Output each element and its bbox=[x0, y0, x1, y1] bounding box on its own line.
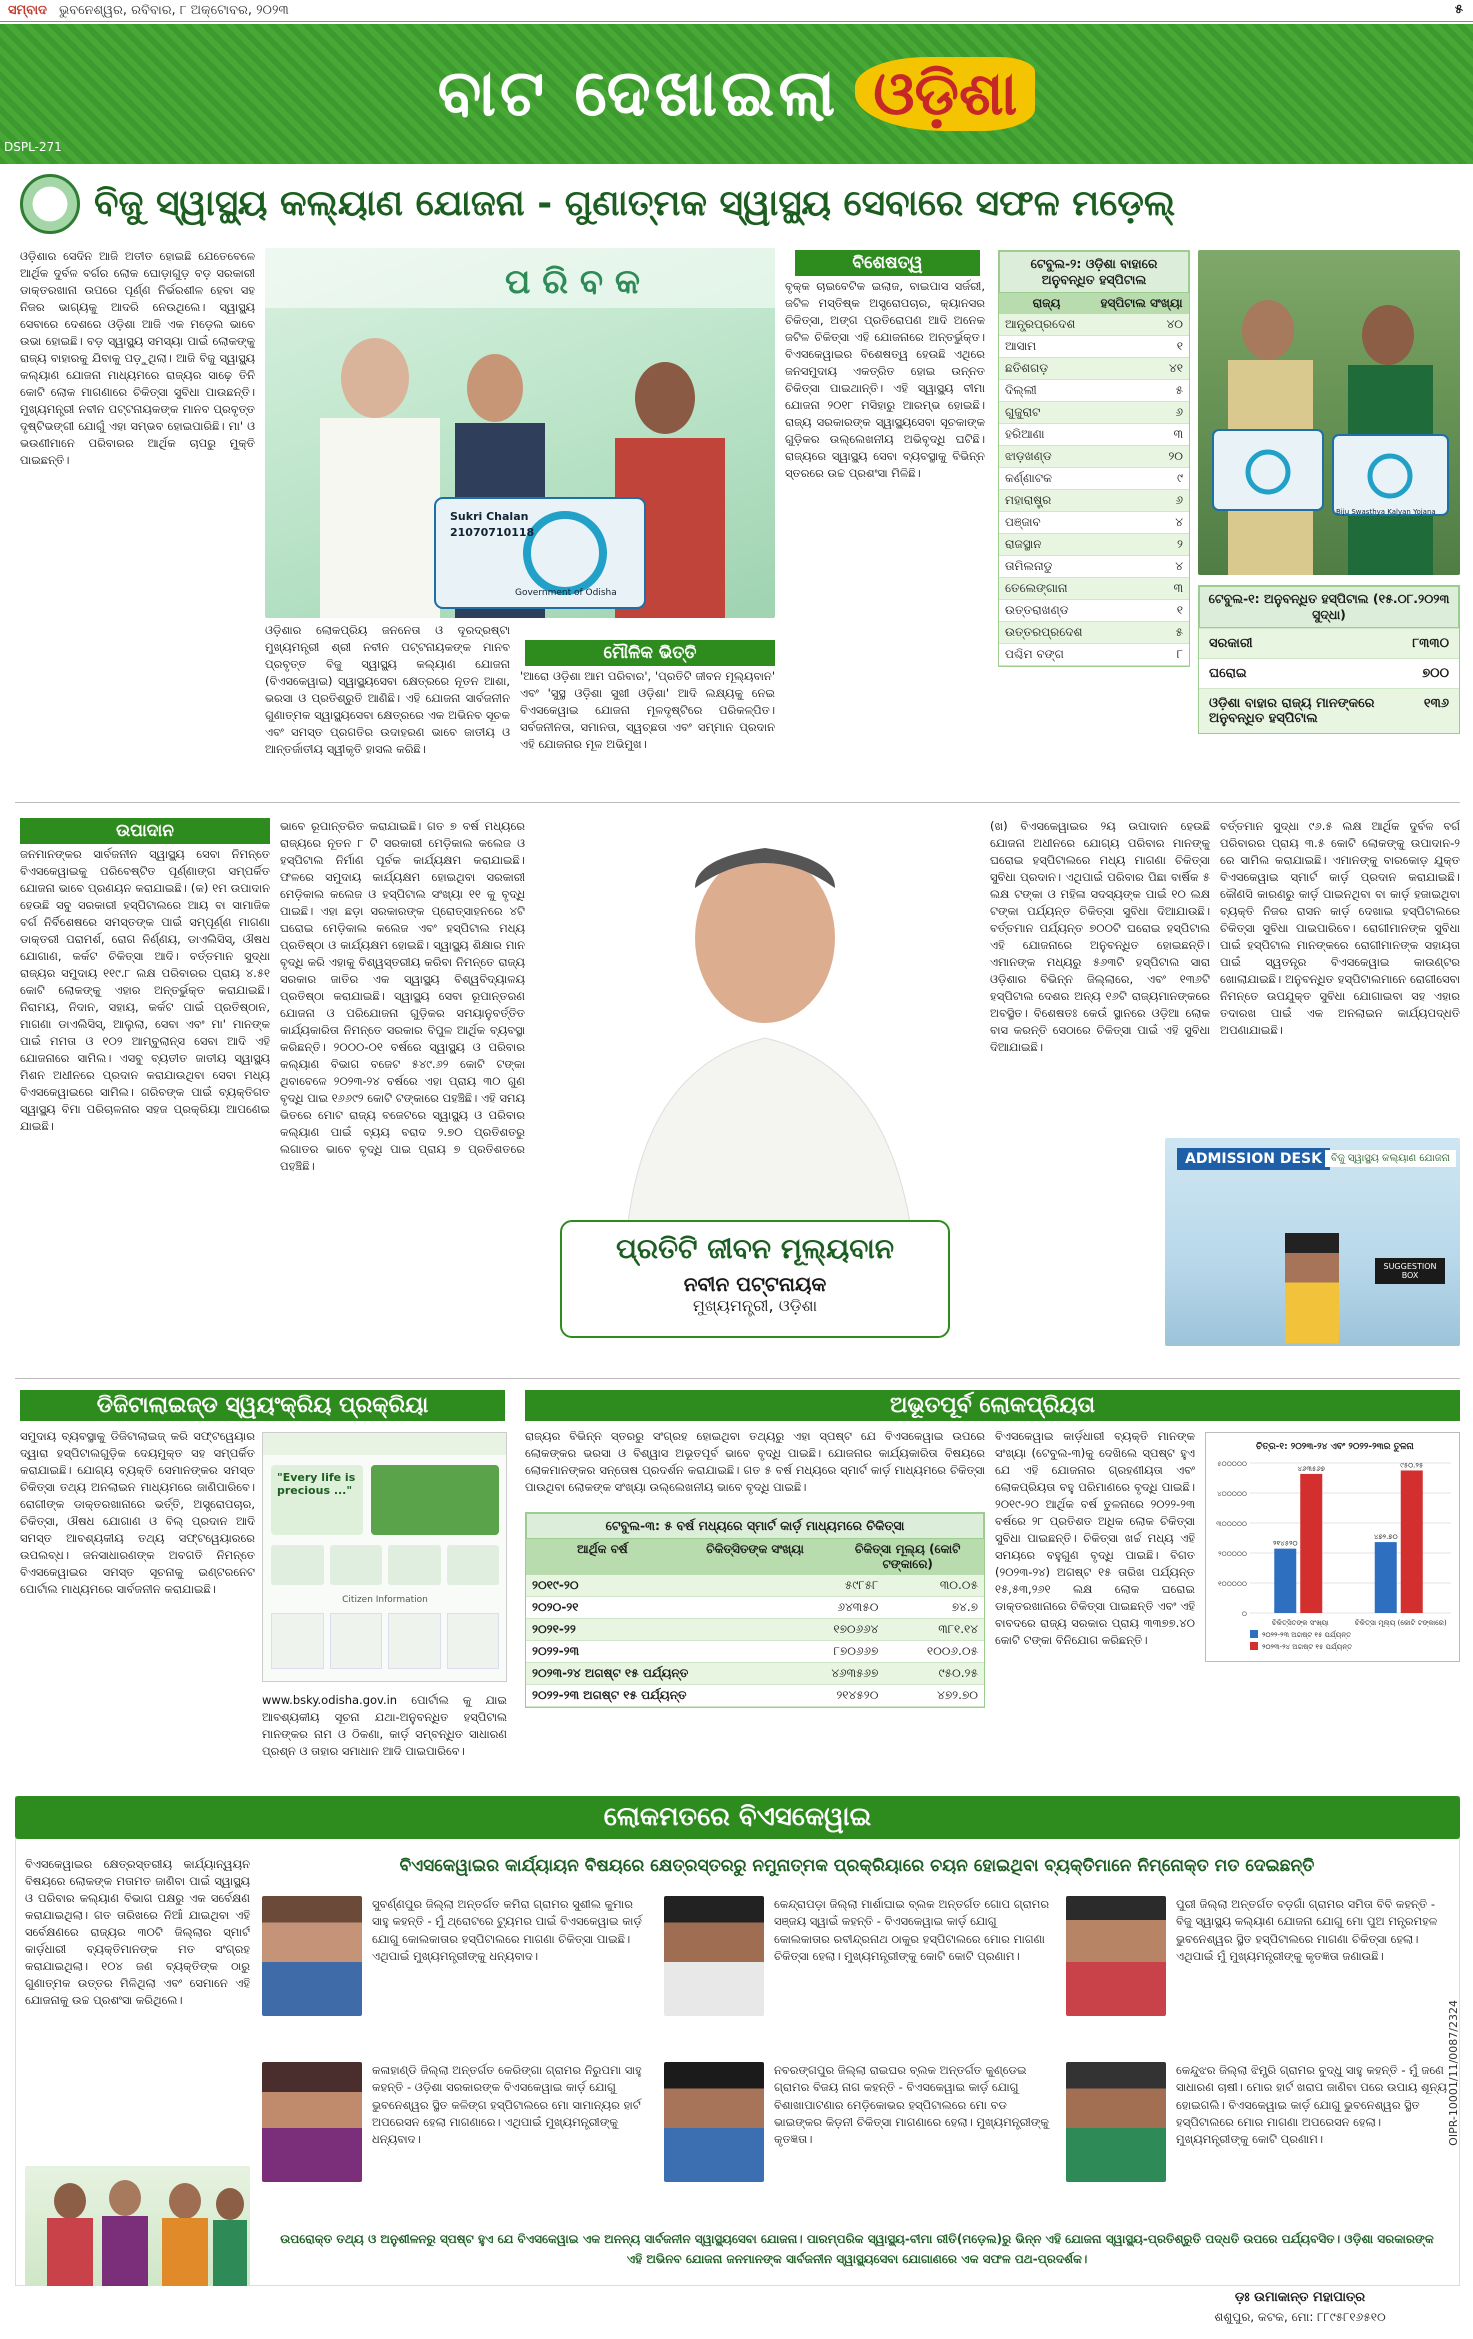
moulik-text: 'ଆରୋ ଓଡ଼ିଶା ଆମ ପରିବାର', 'ପ୍ରତିଟି ଜୀବନ ମୂଲ୍ୟବାନ' ଏବଂ 'ସୁସ୍ଥ ଓଡ଼ିଶା ସୁଖୀ ଓଡ଼ିଶା' ଆଦି ଲକ୍ଷ୍ୟକୁ ନେଇ ବିଏସକେୱାଇ ଯୋଜନା ମୂଳଦୃଷ୍ଟିରେ ପରିକଳ୍ପିତ। ସର୍ବଜନୀନତା, ସମାନତା, ସ୍ୱଚ୍ଛତା ଏବଂ ସମ୍ମାନ ପ୍ରଦାନ ଏହି ଯୋଜନାର ମୂଳ ଅଭିମୁଖ। bbox=[520, 669, 775, 752]
suggestion-box: SUGGESTION BOX bbox=[1375, 1258, 1445, 1284]
banner bbox=[0, 24, 1473, 164]
comparison-chart bbox=[1205, 1432, 1460, 1662]
testimonial-photo bbox=[664, 2062, 764, 2182]
site-icons-row bbox=[271, 1545, 499, 1585]
visesatwa-heading: ବିଶେଷତ୍ୱ bbox=[795, 250, 980, 276]
staff-figure bbox=[1285, 1233, 1339, 1343]
table-1-row bbox=[1199, 628, 1459, 658]
footer-author: ଡ଼ଃ ଉମାକାନ୍ତ ମହାପାତ୍ର bbox=[1234, 2290, 1366, 2305]
table-1-value: ୧୩୬ bbox=[1423, 696, 1449, 711]
comparison-chart-svg bbox=[1206, 1433, 1461, 1663]
testimonial-text: କେନ୍ଦୁଝର ଜିଲ୍ଲା ଝିମ୍ପ୍ରି ଗ୍ରାମର ବୁଦ୍ଧୁ ସାହୁ କହନ୍ତି - ମୁଁ ଜଣେ ସାଧାରଣ ଚାଷୀ। ମୋର ହାର୍ଟ ଖରାପ ଜାଣିବା ପରେ ଉପାୟ ଶୂନ୍ୟ ହୋଇଗଲି। ବିଏସକେୱାଇ କାର୍ଡ଼ ଯୋଗୁ ଭୁବନେଶ୍ୱର ସ୍ଥିତ ହସ୍ପିଟାଲରେ ମୋର ମାଗଣା ଅପରେସନ ହେଲା। ମୁଖ୍ୟମନ୍ତ୍ରୀଙ୍କୁ କୋଟି ପ୍ରଣାମ। bbox=[1176, 2063, 1447, 2146]
hospital-board: ବିଜୁ ସ୍ୱାସ୍ଥ୍ୟ କଲ୍ୟାଣ ଯୋଜନା bbox=[1325, 1150, 1456, 1167]
headline: ବିଜୁ ସ୍ୱାସ୍ଥ୍ୟ କଲ୍ୟାଣ ଯୋଜନା - ଗୁଣାତ୍ମକ ସ୍ୱାସ୍ଥ୍ୟ ସେବାରେ ସଫଳ ମଡ଼େଲ୍ bbox=[94, 183, 1176, 224]
site-citizen-info: Citizen Information bbox=[342, 1595, 428, 1605]
right-mid-text-2: ବର୍ତ୍ତମାନ ସୁଦ୍ଧା ୯୬.୫ ଲକ୍ଷ ଆର୍ଥିକ ଦୁର୍ବଳ ବର୍ଗ ପରିବାରର ପ୍ରାୟ ୩.୫ କୋଟି ଲୋକଙ୍କୁ ଉପାଦାନ-୨ ରେ ସାମିଲ କରାଯାଇଛି। ଏମାନଙ୍କୁ ବାରକୋଡ଼ ଯୁକ୍ତ ବିଏସକେୱାଇ ସ୍ମାର୍ଟ କାର୍ଡ଼ ପ୍ରଦାନ କରାଯାଇଛି। କୌଣସି କାରଣରୁ କାର୍ଡ଼ ପାଇନଥିବା ବା କାର୍ଡ଼ ହଜାଇଥିବା ବ୍ୟକ୍ତି ନିଜର ରାସନ କାର୍ଡ଼ ଦେଖାଇ ହସ୍ପିଟାଲରେ ଚିକିତ୍ସା ସୁବିଧା ପାଇପାରିବେ। ରୋଗୀମାନଙ୍କ ସୁବିଧା ପାଇଁ ହସ୍ପିଟାଲ ମାନଙ୍କରେ ରୋଗୀମାନଙ୍କ ସହାୟତା ପାଇଁ ସ୍ୱତନ୍ତ୍ର ବିଏସକେୱାଇ କାଉଣ୍ଟର ଖୋଲାଯାଇଛି। ଅନୁବନ୍ଧିତ ହସ୍ପିଟାଲମାନେ ରୋଗୀସେବା ନିମନ୍ତେ ଉପଯୁକ୍ତ ସୁବିଧା ଯୋଗାଇବା ସହ ଏହାର ତଦାରଖ ପାଇଁ ଏକ ଅନଲାଇନ କାର୍ଯ୍ୟପଦ୍ଧତି ଅପଣାଯାଇଛି। bbox=[1220, 819, 1460, 1038]
table-2-row bbox=[999, 424, 1189, 446]
chart-ytick-label: ୧୦୦୦୦୦ bbox=[1218, 1580, 1247, 1588]
table-3-year: ୨୦୨୧-୨୨ bbox=[526, 1619, 791, 1641]
table-3-patients: ୮୭୦୬୬୭ bbox=[791, 1641, 884, 1663]
cm-portrait bbox=[535, 818, 975, 1258]
table-2-title: ଟେବୁଲ-୨: ଓଡ଼ିଶା ବାହାରେ ଅନୁବନ୍ଧିତ ହସ୍ପିଟାଲ bbox=[999, 251, 1189, 293]
chart-title: ଚିତ୍ର-୧: ୨୦୨୩-୨୪ ଏବଂ ୨୦୨୨-୨୩ର ତୁଳନା bbox=[1256, 1442, 1414, 1452]
table-3-col-year: ଆର୍ଥିକ ବର୍ଷ bbox=[576, 1542, 628, 1556]
svg-text:ପ ରି ବ କ: ପ ରି ବ କ bbox=[505, 262, 641, 302]
table-1-title: ଟେବୁଲ-୧: ଅନୁବନ୍ଧିତ ହସ୍ପିଟାଲ (୧୫.୦୮.୨୦୨୩ ସୁଦ୍ଧା) bbox=[1199, 586, 1459, 628]
table-2-count: ୬ bbox=[1143, 490, 1189, 512]
chart-ytick-label: ୩୦୦୦୦୦ bbox=[1216, 1520, 1247, 1528]
testimonial-photo bbox=[1066, 2062, 1166, 2182]
table-2-header bbox=[999, 293, 1189, 314]
table-2-count: ୪ bbox=[1143, 556, 1189, 578]
upadan-text-cont: ଭାବେ ରୂପାନ୍ତରିତ କରାଯାଇଛି। ଗତ ୭ ବର୍ଷ ମଧ୍ୟରେ ରାଜ୍ୟରେ ନୂତନ ୮ ଟି ସରକାରୀ ମେଡ଼ିକାଲ କଲେଜ ଓ ହସ୍ପିଟାଲ ନିର୍ମାଣ ପୂର୍ବକ କାର୍ଯ୍ୟକ୍ଷମ କରାଯାଇଛି। ଫଳରେ ସମୁଦାୟ କାର୍ଯ୍ୟକ୍ଷମ ହୋଇଥିବା ସରକାରୀ ମେଡ଼ିକାଲ କଲେଜ ଓ ହସ୍ପିଟାଲ ସଂଖ୍ୟା ୧୧ କୁ ବୃଦ୍ଧି ପାଇଛି। ଏହା ଛଡ଼ା ସରକାରଙ୍କ ପ୍ରୋତ୍ସାହନରେ ୪ଟି ଘରୋଇ ମେଡ଼ିକାଲ କଲେଜ ଏବଂ ହସ୍ପିଟାଲ ମଧ୍ୟ ପ୍ରତିଷ୍ଠା ଓ କାର୍ଯ୍ୟକ୍ଷମ ହୋଇଛି। ସ୍ୱାସ୍ଥ୍ୟ ଶିକ୍ଷାର ମାନ ବୃଦ୍ଧି କରି ଏହାକୁ ବିଶ୍ୱସ୍ତରୀୟ କରିବା ନିମନ୍ତେ ରାଜ୍ୟ ସରକାର ଜାତିର ଏକ ସ୍ୱାସ୍ଥ୍ୟ ବିଶ୍ୱବିଦ୍ୟାଳୟ ପ୍ରତିଷ୍ଠା କରାଯାଇଛି। ସ୍ୱାସ୍ଥ୍ୟ ସେବା ରୂପାନ୍ତରଣ ଯୋଜନା ଓ ପରିଯୋଜନା ଗୁଡ଼ିକର ସମୟାନୁବର୍ତ୍ତିତ କାର୍ଯ୍ୟକାରିତା ନିମନ୍ତେ ସରକାର ବିପୁଳ ଆର୍ଥିକ ବ୍ୟବସ୍ଥା କରିଛନ୍ତି। ୨୦୦୦-୦୧ ବର୍ଷରେ ସ୍ୱାସ୍ଥ୍ୟ ଓ ପରିବାର କଲ୍ୟାଣ ବିଭାଗ ବଜେଟ ୫୪୯.୬୨ କୋଟି ଟଙ୍କା ଥିବାବେଳେ ୨୦୨୩-୨୪ ବର୍ଷରେ ଏହା ପ୍ରାୟ ୩୦ ଗୁଣ ବୃଦ୍ଧି ପାଇ ୧୬୬୯୨ କୋଟି ଟଙ୍କାରେ ପହଞ୍ଚିଛି। ଏହି ସମୟ ଭିତରେ ମୋଟ ରାଜ୍ୟ ବଜେଟରେ ସ୍ୱାସ୍ଥ୍ୟ ଓ ପରିବାର କଲ୍ୟାଣ ପାଇଁ ବ୍ୟୟ ବରାଦ ୨.୭୦ ପ୍ରତିଶତରୁ ଲଗାତର ଭାବେ ବୃଦ୍ଧି ପାଇ ପ୍ରାୟ ୭ ପ୍ରତିଶତରେ ପହଞ୍ଚିଛି। bbox=[280, 819, 525, 1174]
testimonials-grid bbox=[262, 1896, 1452, 2216]
table-2-state: ପଶ୍ଚିମ ବଙ୍ଗ bbox=[999, 644, 1143, 666]
table-2-row bbox=[999, 358, 1189, 380]
table-2-count: ୮ bbox=[1143, 644, 1189, 666]
chart-legend-swatch bbox=[1250, 1642, 1258, 1650]
upadan-text: ଜନମାନଙ୍କର ସାର୍ବଜନୀନ ସ୍ୱାସ୍ଥ୍ୟ ସେବା ନିମନ୍ତେ ବିଏସକେୱାଇକୁ ପରିବେଷ୍ଟିତ ପୂର୍ଣ୍ଣାଙ୍ଗ ସମ୍ପର୍କିତ ଯୋଜନା ଭାବେ ପ୍ରଣୟନ କରାଯାଇଛି। (କ) ୧ମ ଉପାଦାନ ହେଉଛି ସବୁ ସରକାରୀ ହସ୍ପିଟାଲରେ ଆୟ ବା ସାମାଜିକ ବର୍ଗ ନିର୍ବିଶେଷରେ ସମସ୍ତଙ୍କ ପାଇଁ ସମ୍ପୂର୍ଣ୍ଣ ମାଗଣା ଡାକ୍ତରୀ ପରାମର୍ଶ, ରୋଗ ନିର୍ଣ୍ଣୟ, ଡାଏଲିସିସ୍, ଔଷଧ ଯୋଗାଣ, କର୍କଟ ଚିକିତ୍ସା ଆଦି। ବର୍ତ୍ତମାନ ସୁଦ୍ଧା ରାଜ୍ୟର ସମୁଦାୟ ୧୧୯.୮ ଲକ୍ଷ ପରିବାରର ପ୍ରାୟ ୪.୫୧ କୋଟି ଲୋକଙ୍କୁ ଏହାର ଅନ୍ତର୍ଭୁକ୍ତ କରାଯାଇଛି। ନିରାମୟ, ନିଦାନ, ସହାୟ, କର୍କଟ ପାଇଁ ପ୍ରତିଷ୍ଠାନ, ମାଗଣା ଡାଏଲିସିସ୍, ଆଲୁଲା, ସେବା ଏବଂ ମା' ମାନଙ୍କ ପାଇଁ ମମତା ଓ ୧୦୨ ଆମ୍ବୁଲାନ୍ସ ସେବା ଆଦି ଏହି ଯୋଜନାରେ ସାମିଲ। ଏସବୁ ବ୍ୟତୀତ ଜାତୀୟ ସ୍ୱାସ୍ଥ୍ୟ ମିଶନ ଅଧୀନରେ ପ୍ରଦାନ କରାଯାଉଥିବା ସେବା ମଧ୍ୟ ବିଏସକେୱାଇରେ ସାମିଲ। ଗରିବଙ୍କ ପାଇଁ ବ୍ୟକ୍ତିଗତ ସ୍ୱାସ୍ଥ୍ୟ ବିମା ପରିଚାଳନାର ସହଜ ପ୍ରକ୍ରିୟା ଆପଣେଇ ଯାଇଛି। bbox=[20, 847, 270, 1134]
table-3-amount: ୧୦୦୬.୦୫ bbox=[884, 1641, 984, 1663]
site-citizen-1[interactable] bbox=[271, 1613, 324, 1669]
table-3-patients: ୨୧୪୫୨୦ bbox=[791, 1685, 884, 1707]
chart-legend-label: ୨୦୨୨-୨୩ ଅଗଷ୍ଟ ୧୫ ପର୍ଯ୍ୟନ୍ତ bbox=[1262, 1631, 1352, 1639]
table-1-row bbox=[1199, 688, 1459, 733]
site-banner bbox=[371, 1465, 499, 1535]
site-citizen-row bbox=[271, 1613, 499, 1669]
card-gov-label: Government of Odisha bbox=[515, 588, 617, 598]
lokamata-subheading: ବିଏସକେୱାଇର କାର୍ଯ୍ୟାୟନ ବିଷୟରେ କ୍ଷେତ୍ରସ୍ତରରୁ ନମୁନାତ୍ମକ ପ୍ରକ୍ରିୟାରେ ଚୟନ ହୋଇଥିବା ବ୍ୟକ୍ତିମାନେ ନିମ୍ନୋକ୍ତ ମତ ଦେଇଛନ୍ତି bbox=[399, 1856, 1315, 1876]
table-2-row bbox=[999, 600, 1189, 622]
admission-desk-photo bbox=[1165, 1138, 1460, 1346]
table-2-row bbox=[999, 336, 1189, 358]
site-icon-1[interactable] bbox=[271, 1545, 324, 1585]
table-3-body bbox=[526, 1575, 984, 1707]
table-2-state: ମହାରାଷ୍ଟ୍ର bbox=[999, 490, 1143, 512]
upadan-heading: ଉପାଦାନ bbox=[20, 818, 270, 844]
table-2-state: ତେଲେଙ୍ଗାନା bbox=[999, 578, 1143, 600]
table-2-count: ୯ bbox=[1143, 468, 1189, 490]
table-3-row bbox=[526, 1663, 984, 1685]
moulik-heading: ମୌଳିକ ଭିତ୍ତି bbox=[525, 640, 775, 666]
table-3-year: ୨୦୨୨-୨୩ bbox=[526, 1641, 791, 1663]
site-caption: www.bsky.odisha.gov.in ପୋର୍ଟାଲ କୁ ଯାଇ ଆବଶ୍ୟକୀୟ ସୂଚନା ଯଥା-ଅନୁବନ୍ଧିତ ହସ୍ପିଟାଲ ମାନଙ୍କର ନାମ ଓ ଠିକଣା, କାର୍ଡ଼ ସମ୍ବନ୍ଧିତ ସାଧାରଣ ପ୍ରଶ୍ନ ଓ ତାହାର ସମାଧାନ ଆଦି ପାଇପାରିବେ। bbox=[262, 1693, 507, 1759]
quote-role: ମୁଖ୍ୟମନ୍ତ୍ରୀ, ଓଡ଼ିଶା bbox=[692, 1296, 818, 1315]
table-3-col-amount: ଚିକିତ୍ସା ମୂଲ୍ୟ (କୋଟି ଟଙ୍କାରେ) bbox=[854, 1542, 961, 1571]
newspaper-logo: ସମ୍ବାଦ bbox=[8, 3, 47, 18]
footer-line-2: ଏହି ଅଭିନବ ଯୋଜନା ଜନମାନଙ୍କ ସାର୍ବଜନୀନ ସ୍ୱାସ୍ଥ୍ୟସେବା ଯୋଗାଣରେ ଏକ ସଫଳ ପଥ-ପ୍ରଦର୍ଶକ। bbox=[626, 2252, 1088, 2266]
divider-mid bbox=[15, 1378, 1460, 1379]
table-2-count: ୨୦ bbox=[1143, 446, 1189, 468]
table-3-row bbox=[526, 1641, 984, 1663]
dateline: ଭୁବନେଶ୍ୱର, ରବିବାର, ୮ ଅକ୍ଟୋବର, ୨୦୨୩ bbox=[58, 3, 289, 18]
chart-ytick-label: ୫୦୦୦୦୦ bbox=[1217, 1460, 1247, 1468]
site-citizen-3[interactable] bbox=[388, 1613, 441, 1669]
bsky-emblem-icon bbox=[20, 174, 80, 234]
table-2-count: ୫ bbox=[1143, 380, 1189, 402]
digital-text: ସମୁଦାୟ ବ୍ୟବସ୍ଥାକୁ ଡିଜିଟାଲାଇଜ୍ କରି ସଫ୍ଟୱେୟାର ଦ୍ୱାରା ହସ୍ପିଟାଲଗୁଡ଼ିକ ଦେୟମୁକ୍ତ ସହ ସମ୍ପର୍କିତ କରାଯାଇଛି। ଯୋଗ୍ୟ ବ୍ୟକ୍ତି ସେମାନଙ୍କର ସମସ୍ତ ଚିକିତ୍ସା ତଥ୍ୟ ଅନଲାଇନ ମାଧ୍ୟମରେ ଜାଣିପାରିବେ। ରୋଗୀଙ୍କ ଡାକ୍ତରଖାନାରେ ଭର୍ତ୍ତି, ଅସ୍ତ୍ରୋପଚାର, ଚିକିତ୍ସା, ଔଷଧ ଯୋଗାଣ ଓ ବିଲ୍ ପ୍ରଦାନ ଆଦି ସମସ୍ତ ଆବଶ୍ୟକୀୟ ତଥ୍ୟ ସଫ୍ଟୱେୟାରରେ ଉପଲବ୍ଧ। ଜନସାଧାରଣଙ୍କ ଅବଗତି ନିମନ୍ତେ ବିଏସକେୱାଇର ସମସ୍ତ ସୂଚନାକୁ ଇଣ୍ଟରନେଟ ପୋର୍ଟାଲ ମାଧ୍ୟମରେ ସାର୍ବଜନୀନ କରାଯାଇଛି। bbox=[20, 1429, 255, 1597]
testimonial bbox=[664, 2062, 1050, 2216]
table-3-row bbox=[526, 1619, 984, 1641]
table-2-state: ଗୁଜୁରାଟ bbox=[999, 402, 1143, 424]
masthead bbox=[0, 0, 1473, 22]
table-3-amount: ୩୦.୦୫ bbox=[884, 1575, 984, 1597]
table-2 bbox=[998, 250, 1190, 667]
popularity-text-2: ବିଏସକେୱାଇ କାର୍ଡ଼ଧାରୀ ବ୍ୟକ୍ତି ମାନଙ୍କ ସଂଖ୍ୟା (ଟେବୁଲ-୩)କୁ ଦେଖିଲେ ସ୍ପଷ୍ଟ ହୁଏ ଯେ ଏହି ଯୋଜନାର ଗ୍ରହଣୀୟତା ଏବଂ ଲୋକପ୍ରିୟତା ବହୁ ପରିମାଣରେ ବୃଦ୍ଧି ପାଇଛି। ୨୦୧୯-୨୦ ଆର୍ଥିକ ବର୍ଷ ତୁଳନାରେ ୨୦୨୨-୨୩ ବର୍ଷରେ ୨୮ ପ୍ରତିଶତ ଅଧିକ ଲୋକ ଚିକିତ୍ସା ସୁବିଧା ପାଇଛନ୍ତି। ଚିକିତ୍ସା ଖର୍ଚ୍ଚ ମଧ୍ୟ ଏହି ସମୟରେ ବହୁଗୁଣ ବୃଦ୍ଧି ପାଇଛି। ବିଗତ (୨୦୨୩-୨୪) ଅଗଷ୍ଟ ୧୫ ତାରିଖ ପର୍ଯ୍ୟନ୍ତ ୧୫,୫୩,୨୬୧ ଲକ୍ଷ ଲୋକ ଘରୋଇ ଡାକ୍ତରଖାନାରେ ଚିକିତ୍ସା ପାଇଛନ୍ତି ଏବଂ ଏହି ବାବଦରେ ରାଜ୍ୟ ସରକାର ପ୍ରାୟ ୩୩୭୭.୪୦ କୋଟି ଟଙ୍କା ବିନିଯୋଗ କରିଛନ୍ତି। bbox=[995, 1429, 1195, 1648]
table-3-row bbox=[526, 1575, 984, 1597]
beneficiaries-group-photo bbox=[25, 2166, 250, 2286]
table-3 bbox=[525, 1512, 985, 1708]
site-tagline: "Every life is precious ..." bbox=[277, 1471, 356, 1497]
dspl-code: DSPL-271 bbox=[4, 140, 62, 154]
intro-text: ଓଡ଼ିଶାର ସେଦିନ ଆଜି ଅତୀତ ହୋଇଛି ଯେତେବେଳେ ଆର୍ଥିକ ଦୁର୍ବଳ ବର୍ଗର ଲୋକ ଘୋଡ଼ାଗୁଡ଼ ବଡ଼ ସରକାରୀ ଡାକ୍ତରଖାନା ଉପରେ ପୂର୍ଣ୍ଣ ନିର୍ଭରଶୀଳ ହେବା ସହ ନିଜର ଭାଗ୍ୟକୁ ଆଦରି ନେଉଥିଲେ। ସ୍ୱାସ୍ଥ୍ୟ ସେବାରେ ଦେଶରେ ଓଡ଼ିଶା ଆଜି ଏକ ମଡ଼େଲ ଭାବେ ଉଭା ହୋଇଛି। ବଡ଼ ସ୍ୱାସ୍ଥ୍ୟ ସମସ୍ୟା ପାଇଁ ଲୋକଙ୍କୁ ରାଜ୍ୟ ବାହାରକୁ ଯିବାକୁ ପଡ଼ୁଥିଲା। ଆଜି ବିଜୁ ସ୍ୱାସ୍ଥ୍ୟ କଲ୍ୟାଣ ଯୋଜନା ମାଧ୍ୟମରେ ରାଜ୍ୟର ସାଢ଼େ ତିନି କୋଟି ଲୋକ ମାଗଣାରେ ଚିକିତ୍ସା ସୁବିଧା ପାଉଛନ୍ତି। ମୁଖ୍ୟମନ୍ତ୍ରୀ ନବୀନ ପଟ୍ଟନାୟକଙ୍କ ମାନବ ପ୍ରବୃତ୍ତ ଦୃଷ୍ଟିଭଙ୍ଗୀ ଯୋଗୁଁ ଏହା ସମ୍ଭବ ହୋଇପାରିଛି। ମା' ଓ ଭଉଣୀମାନେ ପରିବାରର ଆର୍ଥିକ ଚାପରୁ ମୁକ୍ତି ପାଇଛନ୍ତି। bbox=[20, 249, 255, 468]
women-card-scheme-label: Biju Swasthya Kalyan Yojana bbox=[1336, 508, 1436, 516]
chart-ytick-label: ୨୦୦୦୦୦ bbox=[1218, 1550, 1247, 1558]
table-2-state: ଛତିଶଗଡ଼ bbox=[999, 358, 1143, 380]
quote-author: ନବୀନ ପଟ୍ଟନାୟକ bbox=[683, 1272, 827, 1296]
divider-top bbox=[15, 802, 1460, 803]
table-3-patients: ୪୬୩୫୬୭ bbox=[791, 1663, 884, 1685]
cm-portrait-illustration bbox=[535, 818, 975, 1258]
photo-illustration bbox=[265, 248, 775, 618]
bsky-website-screenshot bbox=[262, 1432, 507, 1682]
table-2-count: ୪୧ bbox=[1143, 358, 1189, 380]
table-2-state: ଦିଲ୍ଲୀ bbox=[999, 380, 1143, 402]
table-3-amount: ୪୭୨.୭୦ bbox=[884, 1685, 984, 1707]
testimonial-text: ନବରଙ୍ଗପୁର ଜିଲ୍ଲା ରାଇଘର ବ୍ଲକ ଅନ୍ତର୍ଗତ କୁଣ୍ଡେଇ ଗ୍ରାମର ବିଜୟ ନାଗ କହନ୍ତି - ବିଏସକେୱାଇ କାର୍ଡ଼ ଯୋଗୁ ବିଶାଖାପାଟଣାର ମେଡ଼ିକୋଭର ହସ୍ପିଟାଲରେ ମୋ ବଡ ଭାଇଙ୍କର କିଡ଼ନୀ ଚିକିତ୍ସା ମାଗଣାରେ ହେଲା। ମୁଖ୍ୟମନ୍ତ୍ରୀଙ୍କୁ କୃତଜ୍ଞତା। bbox=[774, 2063, 1049, 2146]
table-2-row bbox=[999, 468, 1189, 490]
table-2-state: ଉତ୍ତରାଖଣ୍ଡ bbox=[999, 600, 1143, 622]
testimonial bbox=[262, 2062, 648, 2216]
table-2-state: ଝାଡ଼ଖଣ୍ଡ bbox=[999, 446, 1143, 468]
card-holder-name: Sukri Chalan bbox=[450, 510, 529, 523]
women-photo-illustration bbox=[1198, 250, 1460, 575]
table-2-body bbox=[999, 314, 1189, 666]
headline-row bbox=[0, 166, 1473, 242]
chart-category-label: ଚିକିତ୍ସା ମୂଲ୍ୟ (କୋଟି ଟଙ୍କାରେ) bbox=[1354, 1619, 1447, 1627]
footer-line-1: ଉପରୋକ୍ତ ତଥ୍ୟ ଓ ଅନୁଶୀଳନରୁ ସ୍ପଷ୍ଟ ହୁଏ ଯେ ବିଏସକେୱାଇ ଏକ ଅନନ୍ୟ ସାର୍ବଜନୀନ ସ୍ୱାସ୍ଥ୍ୟସେବା ଯୋଜନା। ପାରମ୍ପରିକ ସ୍ୱାସ୍ଥ୍ୟ-ବୀମା ରୀତି(ମଡ଼େଲ)ରୁ ଭିନ୍ନ ଏହି ଯୋଜନା ସ୍ୱାସ୍ଥ୍ୟ-ପ୍ରତିଶ୍ରୁତି ପଦ୍ଧତି ଉପରେ ପର୍ଯ୍ୟବସିତ। ଓଡ଼ିଶା ସରକାରଙ୍କ bbox=[280, 2232, 1434, 2246]
lokamata-heading: ଲୋକମତରେ ବିଏସକେୱାଇ bbox=[15, 1796, 1460, 1839]
chart-legend-label: ୨୦୨୩-୨୪ ଅଗଷ୍ଟ ୧୫ ପର୍ଯ୍ୟନ୍ତ bbox=[1262, 1643, 1353, 1651]
table-2-count: ୩ bbox=[1143, 424, 1189, 446]
site-header bbox=[263, 1433, 506, 1455]
testimonial-text: ପୁରୀ ଜିଲ୍ଲା ଅନ୍ତର୍ଗତ ବଡ଼ଗାଁ ଗ୍ରାମର ସମିତା ବିବି କହନ୍ତି - ବିଜୁ ସ୍ୱାସ୍ଥ୍ୟ କଲ୍ୟାଣ ଯୋଜନା ଯୋଗୁ ମୋ ପୁଅ ମନ୍ତ୍ରମହଳ ଭୁବନେଶ୍ୱର ସ୍ଥିତ ହସ୍ପିଟାଲରେ ମାଗଣା ଚିକିତ୍ସା ହେଲା। ଏଥିପାଇଁ ମୁଁ ମୁଖ୍ୟମନ୍ତ୍ରୀଙ୍କୁ କୃତଜ୍ଞତା ଜଣାଉଛି। bbox=[1176, 1897, 1438, 1963]
site-icon-3[interactable] bbox=[388, 1545, 441, 1585]
chart-bar bbox=[1274, 1549, 1296, 1613]
banner-odisha-map: ଓଡ଼ିଶା bbox=[855, 57, 1035, 131]
beneficiaries-illustration bbox=[25, 2166, 250, 2286]
testimonial-text: କେନ୍ଦ୍ରାପଡ଼ା ଜିଲ୍ଲା ମାର୍ଶାଘାଇ ବ୍ଲକ ଅନ୍ତର୍ଗତ ଗୋପ ଗ୍ରାମର ସଞ୍ଜୟ ସ୍ୱାଇଁ କହନ୍ତି - ବିଏସକେୱାଇ କାର୍ଡ଼ ଯୋଗୁ କୋଲକାତାର ରବୀନ୍ଦ୍ରନାଥ ଠାକୁର ହସ୍ପିଟାଲରେ ମୋର ମାଗଣା ଚିକିତ୍ସା ହେଲା। ମୁଖ୍ୟମନ୍ତ୍ରୀଙ୍କୁ କୋଟି କୋଟି ପ୍ରଣାମ। bbox=[774, 1897, 1050, 1963]
chart-data-label: ୨୧୪୫୨୦ bbox=[1272, 1539, 1298, 1548]
chart-ytick-label: ୦ bbox=[1241, 1610, 1247, 1618]
table-3-amount: ୯୫୦.୨୫ bbox=[884, 1663, 984, 1685]
table-2-col-state: ରାଜ୍ୟ bbox=[1032, 296, 1061, 310]
table-2-row bbox=[999, 644, 1189, 666]
table-2-state: ଆନ୍ଧ୍ରପ୍ରଦେଶ bbox=[999, 314, 1143, 336]
table-2-state: କର୍ଣ୍ଣାଟକ bbox=[999, 468, 1143, 490]
visesatwa-text: ବୃକ୍କ ଚାଇବେଟିକ ଇଲାଜ, ବାଇପାସ ସର୍ଜରୀ, ଜଟିଳ ମସ୍ତିଷ୍କ ଅସ୍ତ୍ରୋପଚାର, କ୍ୟାନସର ଚିକିତ୍ସା, ଅଙ୍ଗ ପ୍ରତିରୋପଣ ଆଦି ଅନେକ ଜଟିଳ ଚିକିତ୍ସା ଏହି ଯୋଜନାରେ ଅନ୍ତର୍ଭୁକ୍ତ। ବିଏସକେୱାଇର ବିଶେଷତ୍ୱ ହେଉଛି ଏଥିରେ ଜନସମୁଦାୟ ଏକତ୍ରିତ ହୋଇ ଉନ୍ନତ ଚିକିତ୍ସା ପାଇଥାନ୍ତି। ଏହି ସ୍ୱାସ୍ଥ୍ୟ ବୀମା ଯୋଜନା ୨୦୧୮ ମସିହାରୁ ଆରମ୍ଭ ହୋଇଛି। ରାଜ୍ୟ ସରକାରଙ୍କ ସ୍ୱାସ୍ଥ୍ୟସେବା ସୂଚକାଙ୍କ ଗୁଡ଼ିକର ଉଲ୍ଲେଖନୀୟ ଅଭିବୃଦ୍ଧି ଘଟିଛି। ରାଜ୍ୟରେ ସ୍ୱାସ୍ଥ୍ୟ ସେବା ବ୍ୟବସ୍ଥାକୁ ବିଭିନ୍ନ ସ୍ତରରେ ଉଚ୍ଚ ପ୍ରଶଂସା ମିଳିଛି। bbox=[785, 279, 985, 481]
table-2-count: ୧ bbox=[1143, 600, 1189, 622]
testimonial-photo bbox=[262, 2062, 362, 2182]
testimonial bbox=[1066, 2062, 1452, 2216]
table-2-row bbox=[999, 314, 1189, 336]
site-hero-box bbox=[271, 1465, 363, 1535]
table-1-value: ୮୩୩୦ bbox=[1412, 636, 1449, 651]
table-3-patients: ୬୪୩୫୦ bbox=[791, 1597, 884, 1619]
table-2-count: ୪ bbox=[1143, 512, 1189, 534]
site-citizen-2[interactable] bbox=[330, 1613, 383, 1669]
table-2-state: ଆସାମ bbox=[999, 336, 1143, 358]
table-3-year: ୨୦୨୦-୨୧ bbox=[526, 1597, 791, 1619]
testimonial-text: ସୁବର୍ଣ୍ଣପୁର ଜିଲ୍ଲା ଅନ୍ତର୍ଗତ କମିରା ଗ୍ରାମର ସୁଶୀଲ କୁମାର ସାହୁ କହନ୍ତି - ମୁଁ ଥ୍ରୋଟରେ ଟ୍ୟୁମର ପାଇଁ ବିଏସକେୱାଇ କାର୍ଡ଼ ଯୋଗୁ କୋଲକାତାର ହସ୍ପିଟାଲରେ ମାଗଣା ଚିକିତ୍ସା ପାଇଛି। ଏଥିପାଇଁ ମୁଖ୍ୟମନ୍ତ୍ରୀଙ୍କୁ ଧନ୍ୟବାଦ। bbox=[372, 1897, 642, 1963]
table-1-value: ୭୦୦ bbox=[1422, 666, 1449, 681]
table-1 bbox=[1198, 585, 1460, 734]
digital-heading: ଡିଜିଟାଲାଇଜ୍ଡ ସ୍ୱୟଂକ୍ରିୟ ପ୍ରକ୍ରିୟା bbox=[20, 1390, 505, 1421]
table-2-col-count: ହସ୍ପିଟାଲ ସଂଖ୍ୟା bbox=[1100, 296, 1183, 310]
photo-caption-text: ଓଡ଼ିଶାର ଲୋକପ୍ରିୟ ଜନନେତା ଓ ଦୂରଦ୍ରଷ୍ଟା ମୁଖ୍ୟମନ୍ତ୍ରୀ ଶ୍ରୀ ନବୀନ ପଟ୍ଟନାୟକଙ୍କ ମାନବ ପ୍ରବୃତ୍ତ ବିଜୁ ସ୍ୱାସ୍ଥ୍ୟ କଲ୍ୟାଣ ଯୋଜନା (ବିଏସକେୱାଇ) ସ୍ୱାସ୍ଥ୍ୟସେବା କ୍ଷେତ୍ରରେ ନୂତନ ଆଶା, ଭରସା ଓ ପ୍ରତିଶ୍ରୁତି ଆଣିଛି। ଏହି ଯୋଜନା ସାର୍ବଜନୀନ ଗୁଣାତ୍ମକ ସ୍ୱାସ୍ଥ୍ୟସେବା କ୍ଷେତ୍ରରେ ଏକ ଅଭିନବ ସୂଚକ ଏବଂ ସମସ୍ତ ପ୍ରଗତିର ଉଦାହରଣ ଭାବେ ଜାତୀୟ ଓ ଆନ୍ତର୍ଜାତୀୟ ସ୍ୱୀକୃତି ହାସଲ କରିଛି। bbox=[265, 623, 510, 757]
table-2-state: ପଞ୍ଜାବ bbox=[999, 512, 1143, 534]
right-mid-text: (ଖ) ବିଏସକେୱାଇର ୨ୟ ଉପାଦାନ ହେଉଛି ଯୋଜନା ଅଧୀନରେ ଯୋଗ୍ୟ ପରିବାର ମାନଙ୍କୁ ଘରୋଇ ହସ୍ପିଟାଲରେ ମଧ୍ୟ ମାଗଣା ଚିକିତ୍ସା ସୁବିଧା ପ୍ରଦାନ। ଏଥିପାଇଁ ପରିବାର ପିଛା ବାର୍ଷିକ ୫ ଲକ୍ଷ ଟଙ୍କା ଓ ମହିଳା ସଦସ୍ୟଙ୍କ ପାଇଁ ୧୦ ଲକ୍ଷ ଟଙ୍କା ପର୍ଯ୍ୟନ୍ତ ଚିକିତ୍ସା ସୁବିଧା ଦିଆଯାଉଛି। ବର୍ତ୍ତମାନ ପର୍ଯ୍ୟନ୍ତ ୭୦୦ଟି ଘରୋଇ ହସ୍ପିଟାଲ ଏହି ଯୋଜନାରେ ଅନୁବନ୍ଧିତ ହୋଇଛନ୍ତି। ଏମାନଙ୍କ ମଧ୍ୟରୁ ୫୬୩ଟି ହସ୍ପିଟାଲ ସାରା ଓଡ଼ିଶାର ବିଭିନ୍ନ ଜିଲ୍ଲାରେ, ଏବଂ ୧୩୬ଟି ହସ୍ପିଟାଲ ଦେଶର ଅନ୍ୟ ୧୬ଟି ରାଜ୍ୟମାନଙ୍କରେ ଅବସ୍ଥିତ। ବିଶେଷତଃ କେଉଁ ସ୍ଥାନରେ ଓଡ଼ିଆ ଲୋକ ବାସ କରନ୍ତି ସେଠାରେ ଚିକିତ୍ସା ପାଇଁ ଏହି ସୁବିଧା ଦିଆଯାଇଛି। bbox=[990, 819, 1210, 1055]
table-2-state: ରାଜସ୍ଥାନ bbox=[999, 534, 1143, 556]
site-icon-4[interactable] bbox=[447, 1545, 500, 1585]
chart-bar bbox=[1375, 1542, 1397, 1613]
table-1-label: ଓଡ଼ିଶା ବାହାର ରାଜ୍ୟ ମାନଙ୍କରେ ଅନୁବନ୍ଧିତ ହସ୍ପିଟାଲ bbox=[1209, 696, 1375, 726]
testimonial-photo bbox=[262, 1896, 362, 2016]
popularity-text: ରାଜ୍ୟର ବିଭିନ୍ନ ସ୍ତରରୁ ସଂଗ୍ରହ ହୋଇଥିବା ତଥ୍ୟରୁ ଏହା ସ୍ପଷ୍ଟ ଯେ ବିଏସକେୱାଇ ଉପରେ ଲୋକଙ୍କର ଭରସା ଓ ବିଶ୍ୱାସ ଅଭୂତପୂର୍ବ ଭାବେ ବୃଦ୍ଧି ପାଇଛି। ଯୋଜନାର କାର୍ଯ୍ୟକାରିତା ବିଷୟରେ ଲୋକମାନଙ୍କର ସନ୍ତୋଷ ପ୍ରଦର୍ଶନ କରାଯାଇଛି। ଗତ ୫ ବର୍ଷ ମଧ୍ୟରେ ସ୍ମାର୍ଟ କାର୍ଡ଼ ମାଧ୍ୟମରେ ଚିକିତ୍ସା ପାଉଥିବା ଲୋକଙ୍କ ସଂଖ୍ୟା ଉଲ୍ଲେଖନୀୟ ଭାବେ ବୃଦ୍ଧି ପାଇଛି। bbox=[525, 1429, 985, 1495]
quote-box bbox=[560, 1220, 950, 1338]
chart-data-label: ୯୫୦.୨୫ bbox=[1400, 1461, 1424, 1470]
table-3-year: ୨୦୨୨-୨୩ ଅଗଷ୍ଟ ୧୫ ପର୍ଯ୍ୟନ୍ତ bbox=[526, 1685, 791, 1707]
testimonial bbox=[664, 1896, 1050, 2050]
table-3-col-patients: ଚିକିତ୍ସିତଙ୍କ ସଂଖ୍ୟା bbox=[706, 1542, 804, 1556]
table-2-row bbox=[999, 402, 1189, 424]
popularity-heading: ଅଭୂତପୂର୍ବ ଲୋକପ୍ରିୟତା bbox=[525, 1390, 1460, 1421]
table-2-count: ୨ bbox=[1143, 534, 1189, 556]
table-3-row bbox=[526, 1597, 984, 1619]
table-2-row bbox=[999, 534, 1189, 556]
table-3-patients: ୫୯୮୫୮ bbox=[791, 1575, 884, 1597]
lokamata-left-text: ବିଏସକେୱାଇର କ୍ଷେତ୍ରସ୍ତରୀୟ କାର୍ଯ୍ୟାନ୍ୱୟନ ବିଷୟରେ ଲୋକଙ୍କ ମତାମତ ଜାଣିବା ପାଇଁ ସ୍ୱାସ୍ଥ୍ୟ ଓ ପରିବାର କଲ୍ୟାଣ ବିଭାଗ ପକ୍ଷରୁ ଏକ ସର୍ବେକ୍ଷଣ କରାଯାଇଥିଲା। ଗତ ତାରିଖରେ ନିଆଁ ଯାଇଥିବା ଏହି ସର୍ବେକ୍ଷଣରେ ରାଜ୍ୟର ୩୦ଟି ଜିଲ୍ଲାର ସ୍ମାର୍ଟ କାର୍ଡ଼ଧାରୀ ବ୍ୟକ୍ତିମାନଙ୍କ ମତ ସଂଗ୍ରହ କରାଯାଇଥିଲା। ୧୦୪ ଜଣ ବ୍ୟକ୍ତିଙ୍କ ଠାରୁ ଗୁଣାତ୍ମକ ଉତ୍ତର ମିଳିଥିଲା ଏବଂ ସେମାନେ ଏହି ଯୋଜନାକୁ ଉଚ୍ଚ ପ୍ରଶଂସା କରିଥିଲେ। bbox=[25, 1857, 250, 2008]
table-2-count: ୩ bbox=[1143, 578, 1189, 600]
table-2-row bbox=[999, 622, 1189, 644]
table-2-count: ୧ bbox=[1143, 336, 1189, 358]
chart-legend-swatch bbox=[1250, 1630, 1258, 1638]
table-1-label: ଘରୋଇ bbox=[1209, 666, 1247, 681]
oipr-code: OIPR-10001/11/0087/2324 bbox=[1447, 2000, 1460, 2146]
women-holding-cards-photo bbox=[1198, 250, 1460, 575]
table-2-row bbox=[999, 556, 1189, 578]
banner-title: ବାଟ ଦେଖାଇଲା bbox=[437, 57, 840, 131]
table-3-year: ୨୦୧୯-୨୦ bbox=[526, 1575, 791, 1597]
table-2-count: ୫ bbox=[1143, 622, 1189, 644]
chart-bar bbox=[1401, 1470, 1423, 1613]
chart-category-label: ଚିକିତ୍ସିତଙ୍କ ସଂଖ୍ୟା bbox=[1271, 1619, 1329, 1627]
table-1-body bbox=[1199, 628, 1459, 733]
chart-ytick-label: ୪୦୦୦୦୦ bbox=[1217, 1490, 1247, 1498]
table-3-patients: ୧୭୦୬୬୪ bbox=[791, 1619, 884, 1641]
table-2-row bbox=[999, 512, 1189, 534]
table-2-row bbox=[999, 380, 1189, 402]
table-2-state: ଉତ୍ତରପ୍ରଦେଶ bbox=[999, 622, 1143, 644]
testimonial-photo bbox=[1066, 1896, 1166, 2016]
table-2-row bbox=[999, 490, 1189, 512]
table-2-count: ୪୦ bbox=[1143, 314, 1189, 336]
chart-data-label: ୪୭୨.୭୦ bbox=[1373, 1533, 1398, 1542]
table-2-count: ୬ bbox=[1143, 402, 1189, 424]
card-number: 21070710118 bbox=[450, 526, 535, 539]
chart-bar bbox=[1300, 1474, 1322, 1613]
table-2-state: ତାମିଲନାଡୁ bbox=[999, 556, 1143, 578]
table-3-row bbox=[526, 1685, 984, 1707]
quote-text: ପ୍ରତିଟି ଜୀବନ ମୂଲ୍ୟବାନ bbox=[615, 1232, 895, 1265]
table-2-state: ହରିଆଣା bbox=[999, 424, 1143, 446]
page-number: ୫ bbox=[1454, 2, 1463, 17]
testimonial-photo bbox=[664, 1896, 764, 2016]
testimonial bbox=[262, 1896, 648, 2050]
table-1-label: ସରକାରୀ bbox=[1209, 636, 1253, 651]
testimonial bbox=[1066, 1896, 1452, 2050]
table-3-year: ୨୦୨୩-୨୪ ଅଗଷ୍ଟ ୧୫ ପର୍ଯ୍ୟନ୍ତ bbox=[526, 1663, 791, 1685]
table-1-row bbox=[1199, 658, 1459, 688]
table-3-header bbox=[526, 1539, 984, 1575]
chart-data-label: ୪୬୩୫୬୭ bbox=[1297, 1464, 1325, 1473]
table-2-row bbox=[999, 446, 1189, 468]
site-icon-2[interactable] bbox=[330, 1545, 383, 1585]
table-3-amount: ୭୪.୭ bbox=[884, 1597, 984, 1619]
admission-desk-sign: ADMISSION DESK bbox=[1177, 1148, 1330, 1170]
table-2-row bbox=[999, 578, 1189, 600]
testimonial-text: କଳାହାଣ୍ଡି ଜିଲ୍ଲା ଅନ୍ତର୍ଗତ କେରିଙ୍ଗା ଗ୍ରାମର ନିରୁପମା ସାହୁ କହନ୍ତି - ଓଡ଼ିଶା ସରକାରଙ୍କ ବିଏସକେୱାଇ କାର୍ଡ଼ ଯୋଗୁ ଭୁବନେଶ୍ୱର ସ୍ଥିତ କଳିଙ୍ଗ ହସ୍ପିଟାଲରେ ମୋ ସାମାନ୍ୟର ହାର୍ଟ ଅପରେସନ ହେଲା ମାଗଣାରେ। ଏଥିପାଇଁ ମୁଖ୍ୟମନ୍ତ୍ରୀଙ୍କୁ ଧନ୍ୟବାଦ। bbox=[372, 2063, 642, 2146]
cm-card-distribution-photo bbox=[265, 248, 775, 618]
table-3-amount: ୩୮୧.୧୪ bbox=[884, 1619, 984, 1641]
table-3-title: ଟେବୁଲ-୩: ୫ ବର୍ଷ ମଧ୍ୟରେ ସ୍ମାର୍ଟ କାର୍ଡ଼ ମାଧ୍ୟମରେ ଚିକିତ୍ସା bbox=[526, 1513, 984, 1539]
footer-author-address: ଶଶୁପୁର, କଟକ, ମୋ: ୮୮୯୫୮୧୬୫୧୦ bbox=[1214, 2310, 1386, 2324]
site-citizen-4[interactable] bbox=[447, 1613, 500, 1669]
